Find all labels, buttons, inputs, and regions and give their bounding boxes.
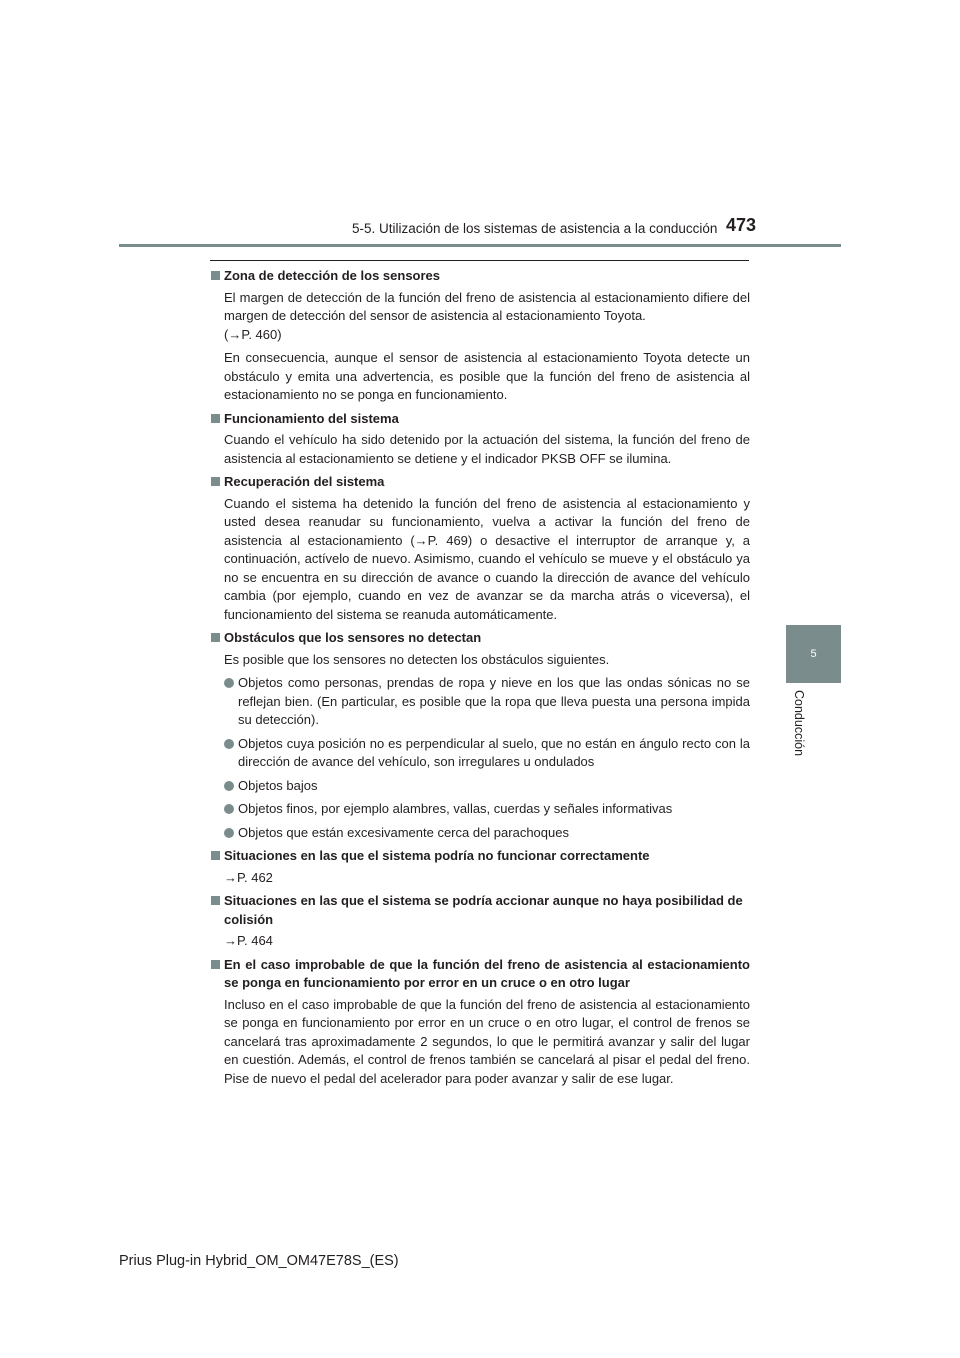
list-item: Objetos bajos (224, 777, 750, 796)
section-title: Situaciones en las que el sistema podría no funcionar correctamente (210, 847, 750, 866)
round-bullet-icon (224, 678, 234, 688)
page-number: 473 (726, 215, 757, 235)
list-item: Objetos cuya posición no es perpendicular al suelo, que no están en ángulo recto con la dirección de avance del vehículo, son irregulares u ondulados (224, 735, 750, 772)
round-bullet-icon (224, 828, 234, 838)
chapter-tab-label: Conducción (792, 690, 806, 757)
list-item: Objetos que están excesivamente cerca del parachoques (224, 824, 750, 843)
chapter-tab-number: 5 (810, 648, 817, 660)
page-reference: →P. 462 (224, 869, 273, 885)
list-item: Objetos finos, por ejemplo alambres, vallas, cuerdas y señales informativas (224, 800, 750, 819)
chapter-title: 5-5. Utilización de los sistemas de asistencia a la conducción (352, 221, 718, 236)
round-bullet-icon (224, 804, 234, 814)
square-bullet-icon (211, 477, 220, 486)
list-item: Objetos como personas, prendas de ropa y nieve en los que las ondas sónicas no se reflejan bien. (En particular, es posible que la ropa que lleva puesta una persona impida su detección). (224, 674, 750, 730)
paragraph: Cuando el vehículo ha sido detenido por la actuación del sistema, la función del freno de asistencia al estacionamiento se detiene y el indicador PKSB OFF se ilumina. (224, 432, 750, 466)
document-footer: Prius Plug-in Hybrid_OM_OM47E78S_(ES) (119, 1253, 399, 1269)
section-title: Recuperación del sistema (210, 473, 750, 492)
square-bullet-icon (211, 414, 220, 423)
chapter-tab (786, 625, 841, 683)
section-title: Situaciones en las que el sistema se podría accionar aunque no haya posibilidad de colisión (210, 892, 750, 929)
square-bullet-icon (211, 271, 220, 280)
paragraph: Incluso en el caso improbable de que la función del freno de asistencia al estacionamiento se ponga en funcionamiento por error en un cruce o en otro lugar, el control de frenos se cancelará tras aproximadamente 2 segundos, lo que le permitirá avanzar y salir del lugar en cuestión. Además, el control de frenos también se cancelará al pisar el pedal del freno. Pise de nuevo el pedal del acelerador para poder avanzar y salir de ese lugar. (224, 996, 750, 1086)
page-reference: (→P. 460) (224, 326, 282, 342)
paragraph: Cuando el sistema ha detenido la función del freno de asistencia al estacionamiento y usted desea reanudar su funcionamiento, vuelva a activar la función del freno de asistencia al estacionamiento (→P. 469) o desactive el interruptor de arranque y, a continuación, actívelo de nuevo. Asimismo, cuando el vehículo se mueve y el obstáculo ya no se encuentra en su dirección de avance o cuando la dirección de avance del vehículo cambia (por ejemplo, cuando en vez de avanzar se da marcha atrás o viceversa), el funcionamiento del sistema se reanuda automáticamente. (224, 495, 750, 622)
paragraph: Es posible que los sensores no detecten los obstáculos siguientes. (224, 651, 610, 667)
square-bullet-icon (211, 851, 220, 860)
page-reference: →P. 464 (224, 933, 273, 948)
paragraph: En consecuencia, aunque el sensor de asistencia al estacionamiento Toyota detecte un obstáculo y emita una advertencia, es posible que la función del freno de asistencia al estacionamiento no se ponga en funcionamiento. (224, 350, 750, 402)
round-bullet-icon (224, 781, 234, 791)
square-bullet-icon (211, 896, 220, 905)
page-content (210, 267, 750, 1093)
header-rule (119, 244, 841, 247)
paragraph: El margen de detección de la función del freno de asistencia al estacionamiento difiere del margen de detección del sensor de asistencia al estacionamiento Toyota. (224, 289, 750, 323)
content-rule (210, 260, 749, 261)
square-bullet-icon (211, 960, 220, 969)
square-bullet-icon (211, 633, 220, 642)
section-title: Zona de detección de los sensores (210, 267, 750, 286)
section-title: Obstáculos que los sensores no detectan (210, 629, 750, 648)
section-title: Funcionamiento del sistema (210, 410, 750, 429)
round-bullet-icon (224, 739, 234, 749)
section-title: En el caso improbable de que la función del freno de asistencia al estacionamiento se ponga en funcionamiento por error en un cruce o en otro lugar (210, 956, 750, 993)
